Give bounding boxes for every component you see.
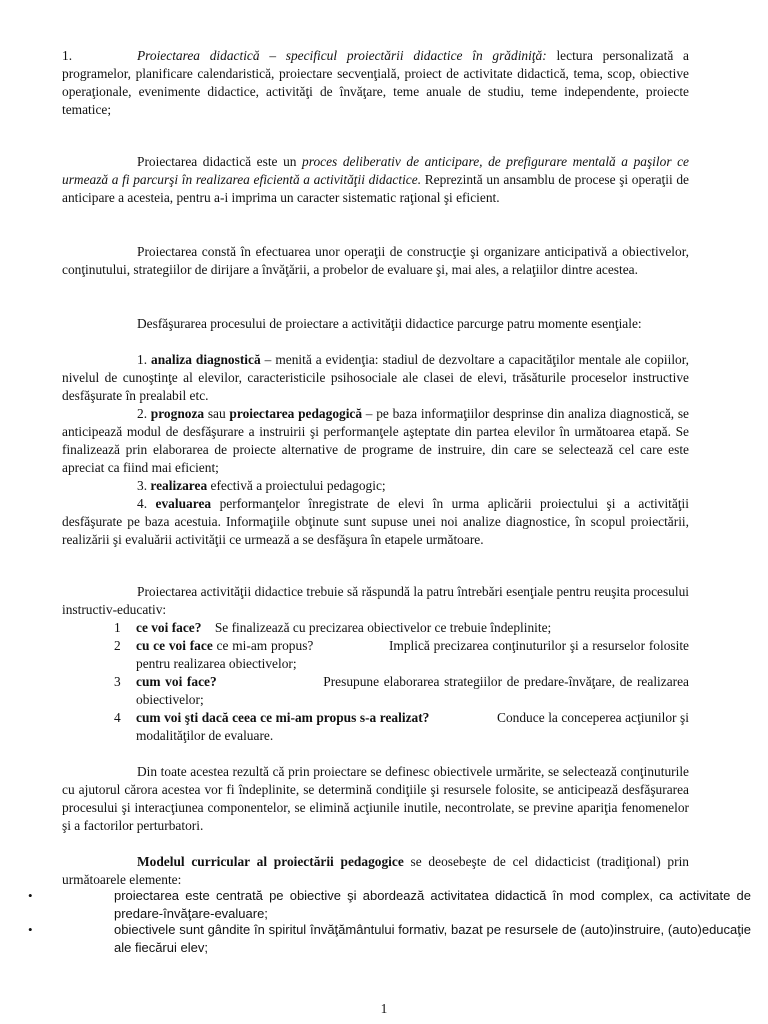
paragraph-definition	[62, 153, 689, 207]
moment-number: 4.	[137, 496, 156, 511]
question-title: cum voi şti dacă ceea ce mi-am propus s-a realizat?	[136, 710, 430, 725]
section-title: Proiectarea didactică – specificul proiectării didactice în grădiniţă:	[137, 48, 547, 63]
section-number: 1.	[62, 48, 73, 63]
paragraph-curricular-model	[62, 853, 689, 889]
paragraph-questions-intro	[62, 583, 689, 619]
paragraph-text: Desfăşurarea procesului de proiectare a activităţii didactice parcurge patru momente esenţiale:	[137, 316, 642, 331]
moment-number: 1.	[137, 352, 152, 367]
moment-title: analiza diagnostică	[151, 352, 261, 367]
question-answer: Presupune elaborarea strategiilor de predare-învăţare, de realizarea obiectivelor;	[136, 674, 693, 707]
paragraph-conclusion	[62, 763, 689, 835]
paragraph-text: Din toate acestea rezultă că prin proiectare se definesc obiectivele urmărite, se selectează conţinuturile cu ajutorul cărora acestea vor fi îndeplinite, se determină condiţiile şi resursele folosite, se anticipează desfăşurarea procesului şi interacţiunea componentelor, se elimină acţiunile inutile, necontrolate, se previne apariţia fenomenelor şi a factorilor perturbatori.	[62, 764, 689, 833]
moment-title: proiectarea pedagogică	[229, 406, 363, 421]
moment-2	[62, 405, 689, 477]
text-run: se deosebeşte de cel didacticist (tradiţional) prin următoarele elemente:	[62, 854, 689, 887]
section-heading	[62, 47, 689, 119]
text-run: sau	[204, 406, 230, 421]
question-number: 4	[114, 710, 121, 725]
moment-1	[62, 351, 689, 405]
model-title: Modelul curricular al proiectării pedagogice	[137, 854, 404, 869]
question-answer: Se finalizează cu precizarea obiectivelor ce trebuie îndeplinite;	[201, 620, 552, 635]
moment-title: realizarea	[150, 478, 208, 493]
question-title: cum voi face?	[136, 674, 217, 689]
paragraph-moments-intro	[62, 315, 689, 333]
moment-3	[62, 477, 689, 495]
moment-number: 3.	[137, 478, 151, 493]
bullet-icon: •	[28, 888, 33, 903]
question-answer: Conduce la conceperea acţiunilor şi modalităţilor de evaluare.	[136, 710, 693, 743]
question-title: ce voi face?	[136, 620, 202, 635]
moment-text: – menită a evidenţia: stadiul de dezvoltare a capacităţilor mentale ale copiilor, nivelul de cunoştinţe al elevilor, caracteristicile psihosociale ale clasei de elevi, trăsăturile proceselor instructive desfăşurate în prealabil etc.	[62, 352, 690, 403]
moment-title: evaluarea	[155, 496, 212, 511]
question-number: 2	[114, 638, 121, 653]
question-answer: ce mi-am propus? Implică precizarea conţinuturilor şi a resurselor folosite pentru realizarea obiectivelor;	[136, 638, 693, 671]
moment-text: – pe baza informaţiilor desprinse din analiza diagnostică, se anticipează modul de desfăşurare a instruirii şi performanţele aşteptate din partea elevilor în următoarea etapă. Se finalizează prin elaborarea de proiecte alternative de programe de instruire, din care se selectează cel care este apreciat ca fiind mai eficient;	[62, 406, 690, 475]
page-number: 1	[380, 1001, 388, 1016]
document-page	[28, 0, 751, 1024]
definition-emphasis: proces deliberativ de anticipare, de prefigurare mentală a paşilor ce urmează a fi parcurşi în realizarea eficientă a activităţii didactice.	[62, 154, 689, 187]
text-run: Proiectarea didactică este un	[137, 154, 303, 169]
paragraph-text: Proiectarea constă în efectuarea unor operaţii de construcţie şi organizare anticipativă a obiectivelor, conţinutului, strategiilor de dirijare a învăţării, a probelor de evaluare şi, mai ales, a relaţiilor dintre acestea.	[62, 244, 689, 277]
paragraph-text: Proiectarea activităţii didactice trebuie să răspundă la patru întrebări esenţiale pentru reuşita procesului instructiv-educativ:	[62, 584, 689, 617]
paragraph-operations	[62, 243, 689, 279]
moment-text: performanţelor înregistrate de elevi în urma aplicării proiectului şi a activităţii desfăşurate pe baza acestuia. Informaţiile obţinute sunt supuse unei noi analize diagnostice, în scopul proiectării, realizării şi evaluării activităţii ce urmează a se desfăşura în etapele următoare.	[62, 496, 689, 547]
moment-4	[62, 495, 689, 549]
section-topics: lectura personalizată a programelor, planificare calendaristică, proiectare secvenţială, proiect de activitate didactică, tema, scop, obiective operaţionale, evenimente didactice, activităţi de învăţare, teme anuale de studiu, teme independente, proiecte tematice;	[62, 48, 689, 117]
question-number: 1	[114, 620, 121, 635]
text-run: Reprezintă un ansamblu de procese şi operaţii de anticipare a acesteia, pentru a-i imprima un caracter sistematic raţional şi eficient.	[62, 172, 689, 205]
bullet-icon: •	[28, 922, 33, 937]
bullet-text: proiectarea este centrată pe obiective şi abordează activitatea didactică în mod complex, ca activitate de predare-învăţare-evaluare;	[114, 888, 751, 921]
question-title: cu ce voi face	[136, 638, 213, 653]
question-number: 3	[114, 674, 121, 689]
bullet-text: obiectivele sunt gândite în spiritul învăţământului formativ, bazat pe resursele de (auto)instruire, (auto)educaţie ale fiecărui elev;	[114, 922, 751, 955]
moment-title: prognoza	[150, 406, 205, 421]
moment-number: 2.	[137, 406, 151, 421]
moment-text: efectivă a proiectului pedagogic;	[207, 478, 386, 493]
